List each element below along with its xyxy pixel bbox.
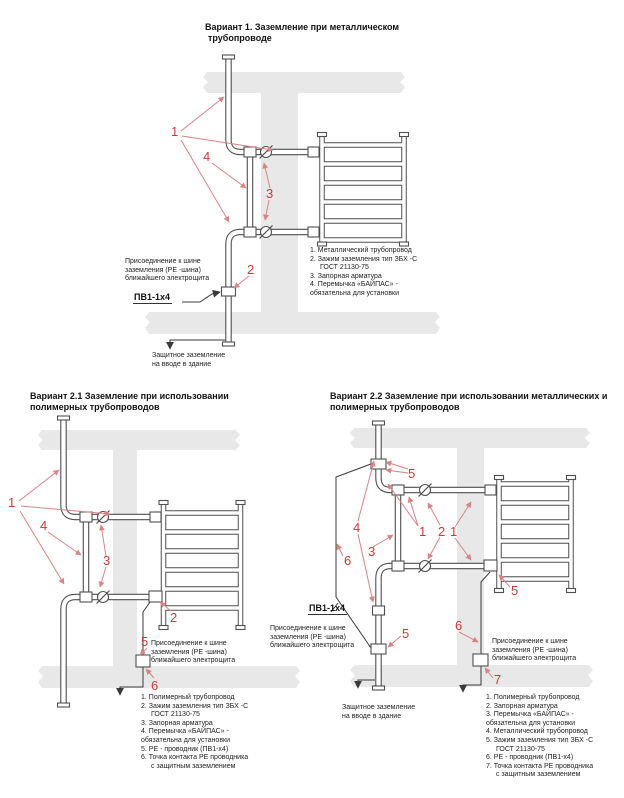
v1-legend [310,247,417,299]
v1-ground-note-line1: Защитное заземление [152,352,226,359]
v1-radiator [318,133,409,247]
v1-legend-item: ГОСТ 21130-75 [320,264,369,272]
v21-pe-note [151,640,235,666]
v21-legend-item: 4. Перемычка «БАЙПАС» - [141,728,229,736]
v22-wire-label: ПВ1-1x4 [309,603,345,613]
v22-legend-item: обязательна для установки [486,719,576,727]
v21-callout-5: 5 [141,634,149,649]
v21-title-line2: полимерных трубопроводов [30,402,160,412]
v1-legend-item: 3. Запорная арматура [310,272,382,280]
v1-title-line2: трубопроводе [208,33,272,43]
v22-pe-note-left-line2: заземления (PE -шина) [270,633,346,641]
v21-callout-1: 1 [8,495,16,510]
v21-legend-item: 3. Запорная арматура [141,719,213,727]
v1-callout-3: 3 [266,186,274,201]
v22-callout-7: 7 [494,672,502,687]
v21-legend-item: ГОСТ 21130-75 [151,711,200,719]
v22-callout-1-left: 1 [419,524,427,539]
v22-pe-note-right-line1: Присоединение к шине [492,638,568,645]
v22-ground-note-line1: Защитное заземление [342,704,416,711]
v1-callout-2: 2 [247,262,255,277]
v1-clamp [222,287,236,296]
v22-ground-note [342,704,415,721]
v21-clamp [149,591,162,602]
v22-callout-6-left: 6 [344,553,352,568]
v22-title-line2: полимерных трубопроводов [330,402,460,412]
v22-valve-bottom [419,560,432,573]
v1-legend-item: обязательна для установки [310,289,400,297]
v22-clamp-lower [371,644,386,654]
v21-legend-item: с защитным заземлением [151,762,236,770]
v21-callout-2: 2 [170,610,178,625]
v1-title-line1: Вариант 1. Заземление при металлическом [205,22,400,32]
v22-pe-note-right-line2: заземления (PE -шина) [492,646,568,654]
v1-legend-item: 2. Зажим заземления тип ЗБХ -С [310,255,418,263]
v1-ground-note-line2: на вводе в здание [152,360,212,368]
v22-callout-5-right: 5 [511,583,519,598]
v22-pe-note-right-line3: ближайшего электрощита [492,655,577,663]
v22-legend-item: 2. Запорная арматура [486,702,558,710]
v22-title-line1: Вариант 2.2 Заземление при использовании металлических и [330,391,608,401]
v22-clamp-radiator [484,560,497,571]
v21-legend-item: 2. Зажим заземления тип ЗБХ -С [141,702,249,710]
v21-title-line1: Вариант 2.1 Заземление при использовании [30,391,229,401]
v22-legend-item: ГОСТ 21130-75 [496,745,545,753]
v22-callout-5-top: 5 [408,466,416,481]
v21-contact-box [136,655,150,667]
v22-radiator [495,476,576,593]
v21-callout-4: 4 [40,518,48,533]
v1-ground-note [152,352,225,369]
v21-legend-item: обязательна для установки [141,736,231,744]
v22-pe-note-right [492,638,576,664]
v1-wire-leader [182,292,220,302]
v1-title [205,22,399,44]
v21-callout-6: 6 [151,678,159,693]
v21-valve-top [97,511,110,524]
v22-title [330,391,607,413]
v22-ground-note-line2: на вводе в здание [342,712,402,720]
v1-pe-note-line3: ближайшего электрощита [125,275,210,283]
v21-pe-note-line3: ближайшего электрощита [151,657,236,665]
v22-legend-item: 3. Перемычка «БАЙПАС» - [486,711,574,719]
v22-legend-item: 5. Зажим заземления тип ЗБХ -С [486,736,594,744]
v22-legend-item: с защитным заземлением [496,771,581,779]
v21-legend-item: 5. PE - проводник (ПВ1-х4) [141,745,229,753]
v22-callout-1-right: 1 [450,524,458,539]
v1-pe-note-line1: Присоединение к шине [125,258,201,265]
v1-legend-item: 1. Металлический трубопровод [310,247,412,254]
v22-valve-top [419,484,432,497]
v21-pe-note-line1: Присоединение к шине [151,640,227,647]
v1-legend-item: 4. Перемычка «БАЙПАС» - [310,281,398,289]
v21-pe-note-line2: заземления (PE -шина) [151,648,227,656]
variant1-diagram [145,55,440,349]
v21-legend-item: 6. Точка контакта PE проводника [141,754,249,762]
v22-callout-2: 2 [438,524,446,539]
v21-legend [141,694,248,771]
v1-pe-note-line2: заземления (PE -шина) [125,266,201,274]
v22-pe-note-left-line1: Присоединение к шине [270,625,346,632]
v21-callout-3: 3 [103,553,111,568]
v22-callout-6-right: 6 [455,618,463,633]
v22-contact-box [473,654,488,666]
v22-legend-item: 7. Точка контакта PE проводника [486,762,594,770]
v21-title [30,391,229,413]
v1-callout-1: 1 [171,124,179,139]
v22-pe-note-left [270,625,354,651]
v21-valve-bottom [97,591,110,604]
v1-ground-arrow [170,340,226,349]
v1-callout-4: 4 [203,149,211,164]
v21-legend-item: 1. Полимерный трубопровод [141,694,235,701]
v22-legend-item: 1. Полимерный трубопровод [486,694,580,701]
v1-wire-label: ПВ1-1х4 [134,292,170,302]
v22-callout-4: 4 [353,520,361,535]
v22-callout-3: 3 [368,544,376,559]
v22-legend-item: 4. Металлический трубопровод [486,728,588,736]
v22-legend-item: 6. PE - проводник (ПВ1-х4) [486,754,574,762]
v22-callout-5-mid: 5 [402,626,410,641]
v22-pe-note-left-line3: ближайшего электрощита [270,642,355,650]
v1-pe-note [125,258,209,284]
v22-legend [486,694,593,780]
